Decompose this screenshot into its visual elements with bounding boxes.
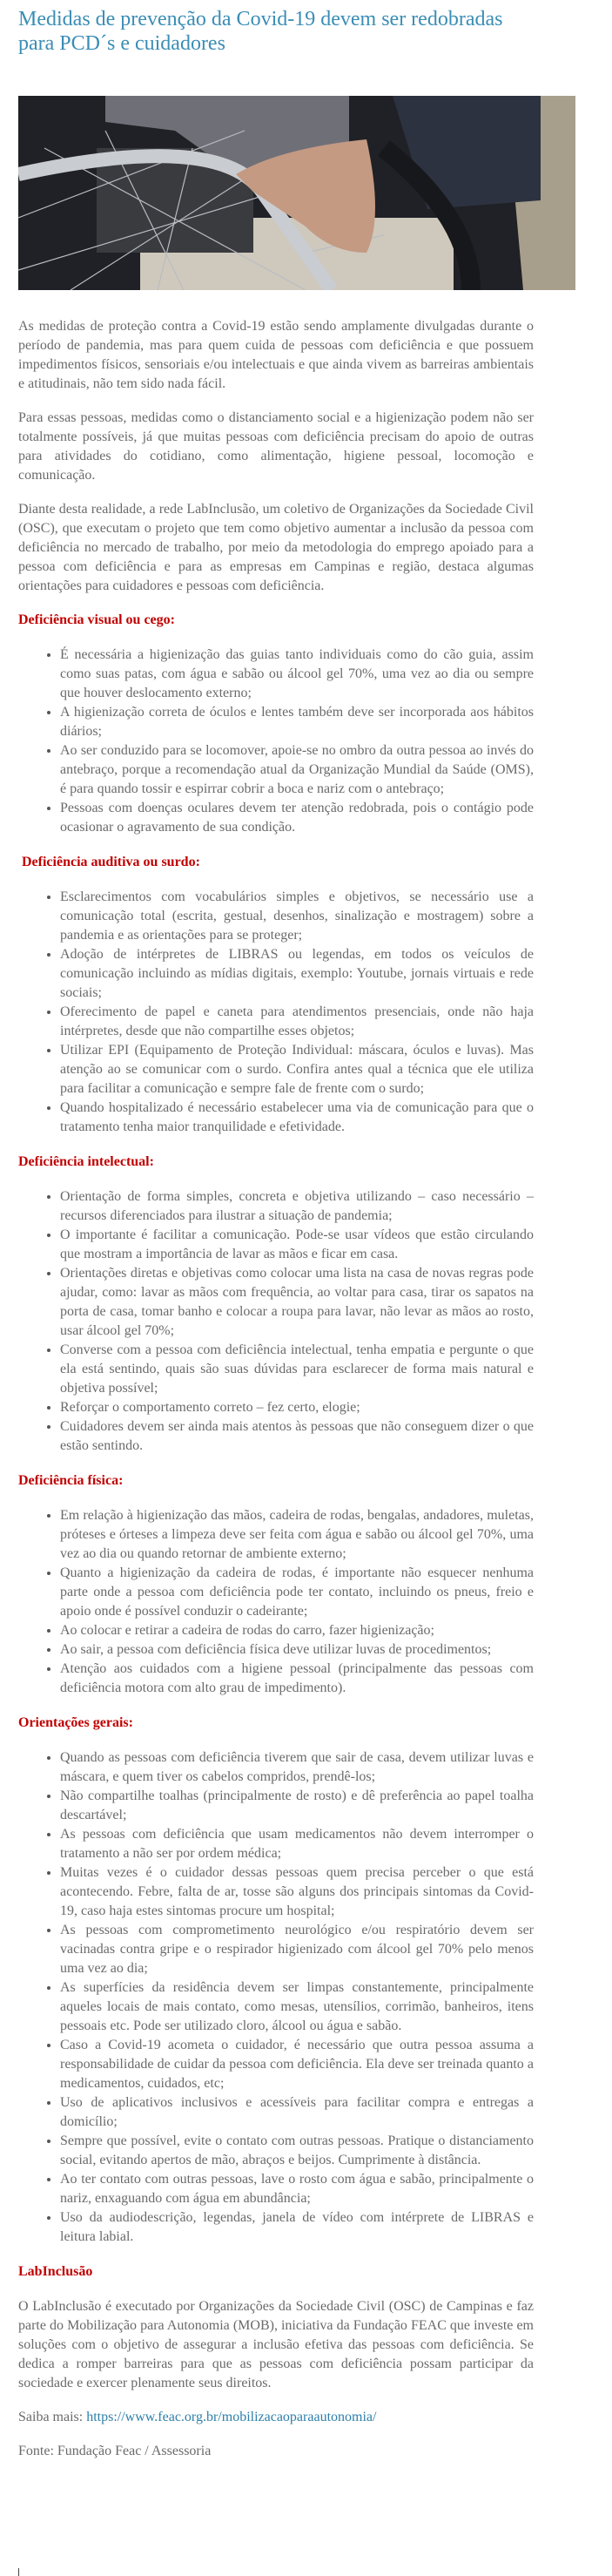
- text-cursor: [18, 2568, 19, 2576]
- list-item: • Uso da audiodescrição, legendas, janela de vídeo com intérprete de LIBRAS e leitura labial.: [60, 2208, 534, 2247]
- list-item: • As pessoas com deficiência que usam medicamentos não devem interromper o tratamento a não ser por ordem médica;: [60, 1825, 534, 1863]
- list-item: • Pessoas com doenças oculares devem ter atenção redobrada, pois o contágio pode ocasionar o agravamento de sua condição.: [60, 799, 534, 837]
- learn-more-label: Saiba mais:: [18, 2410, 87, 2424]
- section-heading-physical: Deficiência física:: [18, 1473, 124, 1488]
- list-item: • Ao ser conduzido para se locomover, apoie-se no ombro da outra pessoa ao invés do antebraço, porque a recomendação atual da Organização Mundial da Saúde (OMS), é para quando tossir e espirrar cobrir a boca e nariz com o antebraço;: [60, 741, 534, 799]
- list-item: • Atenção aos cuidados com a higiene pessoal (principalmente das pessoas com deficiência motora com alto grau de impedimento).: [60, 1660, 534, 1698]
- list-item: • Ao sair, a pessoa com deficiência física deve utilizar luvas de procedimentos;: [60, 1640, 534, 1660]
- physical-tips-list: [18, 1506, 534, 1698]
- list-item: • Não compartilhe toalhas (principalmente de rosto) e dê preferência ao papel toalha descartável;: [60, 1787, 534, 1825]
- list-item: • O importante é facilitar a comunicação. Pode-se usar vídeos que estão circulando que mostram a importância de lavar as mãos e ficar em casa.: [60, 1226, 534, 1264]
- section-heading-hearing: Deficiência auditiva ou surdo:: [22, 855, 200, 869]
- list-item: • As pessoas com comprometimento neurológico e/ou respiratório devem ser vacinadas contra gripe e o respirador higienizado com álcool gel 70% pelo menos uma vez ao dia;: [60, 1921, 534, 1978]
- list-item: • Ao ter contato com outras pessoas, lave o rosto com água e sabão, principalmente o nariz, enxaguando com água em abundância;: [60, 2170, 534, 2208]
- list-item: • Orientação de forma simples, concreta e objetiva utilizando – caso necessário – recursos diferenciados para ilustrar a situação de pandemia;: [60, 1187, 534, 1226]
- intro-paragraph: As medidas de proteção contra a Covid-19 estão sendo amplamente divulgadas durante o período de pandemia, mas para quem cuida de pessoas com deficiência e que possuem impedimentos físicos, sensoriais e/ou intelectuais e que ainda vivem as barreiras ambientais e atitudinais, não tem sido nada fácil.: [18, 319, 534, 391]
- list-item: • Orientações diretas e objetivas como colocar uma lista na casa de novas regras pode ajudar, como: lavar as mãos com frequência, ao voltar para casa, tirar os sapatos na porta de casa, tomar banho e colocar a roupa para lavar, não levar as mãos ao rosto, usar álcool gel 70%;: [60, 1264, 534, 1341]
- learn-more: [18, 2408, 534, 2427]
- list-item: • Quanto a higienização da cadeira de rodas, é importante não esquecer nenhuma parte onde a pessoa com deficiência pode ter contato, incluindo os pneus, freio e apoio onde é possível conduzir o cadeirante;: [60, 1564, 534, 1621]
- list-item: • Esclarecimentos com vocabulários simples e objetivos, se necessário use a comunicação total (escrita, gestual, desenhos, sinalização e mostragem) sobre a pandemia e as orientações para se proteger;: [60, 888, 534, 945]
- list-item: • Quando as pessoas com deficiência tiverem que sair de casa, devem utilizar luvas e máscara, e quem tiver os cabelos compridos, prendê-los;: [60, 1748, 534, 1787]
- list-item: • Ao colocar e retirar a cadeira de rodas do carro, fazer higienização;: [60, 1621, 534, 1640]
- list-item: • Cuidadores devem ser ainda mais atentos às pessoas que não conseguem dizer o que estão sentindo.: [60, 1417, 534, 1456]
- hearing-tips-list: [18, 888, 534, 1137]
- wheelchair-photo: [18, 96, 575, 290]
- article-title: Medidas de prevenção da Covid-19 devem ser redobradas para PCD´s e cuidadores: [18, 8, 503, 55]
- general-tips-list: [18, 1748, 534, 2247]
- intro-paragraph: Para essas pessoas, medidas como o distanciamento social e a higienização podem não ser totalmente possíveis, já que muitas pessoas com deficiência precisam do apoio de outras para atividades do cotidiano, como alimentação, higiene pessoal, locomoção e comunicação.: [18, 410, 534, 483]
- section-heading-general: Orientações gerais:: [18, 1715, 133, 1730]
- list-item: • As superfícies da residência devem ser limpas constantemente, principalmente aqueles locais de mais contato, como mesas, utensílios, corrimão, banheiros, itens pessoais etc. Pode ser utilizado cloro, álcool ou água e sabão.: [60, 1978, 534, 2036]
- list-item: • Sempre que possível, evite o contato com outras pessoas. Pratique o distanciamento social, evitando apertos de mão, abraços e beijos. Cumprimente à distância.: [60, 2132, 534, 2170]
- list-item: • Em relação à higienização das mãos, cadeira de rodas, bengalas, andadores, muletas, próteses e órteses a limpeza deve ser feita com água e sabão ou álcool gel 70%, uma vez ao dia ou quando retornar de ambiente externo;: [60, 1506, 534, 1564]
- source-credit: Fonte: Fundação Feac / Assessoria: [18, 2444, 212, 2458]
- list-item: • Quando hospitalizado é necessário estabelecer uma via de comunicação para que o tratamento tenha maior tranquilidade e efetividade.: [60, 1099, 534, 1137]
- list-item: • Converse com a pessoa com deficiência intelectual, tenha empatia e pergunte o que ela está sentindo, quais são suas dúvidas para esclarecer de forma mais natural e objetiva possível;: [60, 1341, 534, 1398]
- section-heading-visual: Deficiência visual ou cego:: [18, 612, 175, 627]
- list-item: • Oferecimento de papel e caneta para atendimentos presenciais, onde não haja intérpretes, desde que não compartilhe esses objetos;: [60, 1003, 534, 1041]
- list-item: • A higienização correta de óculos e lentes também deve ser incorporada aos hábitos diários;: [60, 703, 534, 741]
- section-heading-labinclusao: LabInclusão: [18, 2264, 93, 2279]
- intro-paragraph: Diante desta realidade, a rede LabInclusão, um coletivo de Organizações da Sociedade Civil (OSC), que executam o projeto que tem como objetivo aumentar a inclusão da pessoa com deficiência no mercado de trabalho, por meio da metodologia do emprego apoiado para a pessoa com deficiência e para as empresas em Campinas e região, destaca algumas orientações para cuidadores e pessoas com deficiência.: [18, 502, 534, 593]
- list-item: • Caso a Covid-19 acometa o cuidador, é necessário que outra pessoa assuma a responsabilidade de cuidar da pessoa com deficiência. Ela deve ser treinada quanto a medicamentos, cuidados, etc;: [60, 2036, 534, 2093]
- list-item: • Adoção de intérpretes de LIBRAS ou legendas, em todos os veículos de comunicação incluindo as mídias digitais, exemplo: Youtube, jornais virtuais e rede sociais;: [60, 945, 534, 1003]
- feac-link[interactable]: https://www.feac.org.br/mobilizacaoparaautonomia/: [86, 2410, 377, 2424]
- list-item: • Reforçar o comportamento correto – fez certo, elogie;: [60, 1398, 534, 1417]
- list-item: • Muitas vezes é o cuidador dessas pessoas quem precisa perceber o que está acontecendo. Febre, falta de ar, tosse são alguns dos principais sintomas da Covid-19, caso haja estes sintomas procure um hospital;: [60, 1863, 534, 1921]
- intellectual-tips-list: [18, 1187, 534, 1456]
- list-item: • Uso de aplicativos inclusivos e acessíveis para facilitar compra e entregas a domicílio;: [60, 2093, 534, 2132]
- visual-tips-list: [18, 646, 534, 837]
- article: [18, 0, 534, 56]
- list-item: • Utilizar EPI (Equipamento de Proteção Individual: máscara, óculos e luvas). Mas atenção ao se comunicar com o surdo. Confira antes qual a técnica que ele utiliza para facilitar a comunicação e sempre fale de frente com o surdo;: [60, 1041, 534, 1099]
- list-item: • É necessária a higienização das guias tanto individuais como do cão guia, assim como suas patas, com água e sabão ou álcool gel 70%, uma vez ao dia ou sempre que houver deslocamento externo;: [60, 646, 534, 703]
- section-heading-intellectual: Deficiência intelectual:: [18, 1154, 154, 1169]
- article-body: [18, 317, 534, 2476]
- about-paragraph: O LabInclusão é executado por Organizações da Sociedade Civil (OSC) de Campinas e faz parte do Mobilização para Autonomia (MOB), iniciativa da Fundação FEAC que investe em soluções com o objetivo de assegurar a inclusão efetiva das pessoas com deficiência. Se dedica a romper barreiras para que as pessoas com deficiência possam participar da sociedade e exercer plenamente seus direitos.: [18, 2299, 534, 2390]
